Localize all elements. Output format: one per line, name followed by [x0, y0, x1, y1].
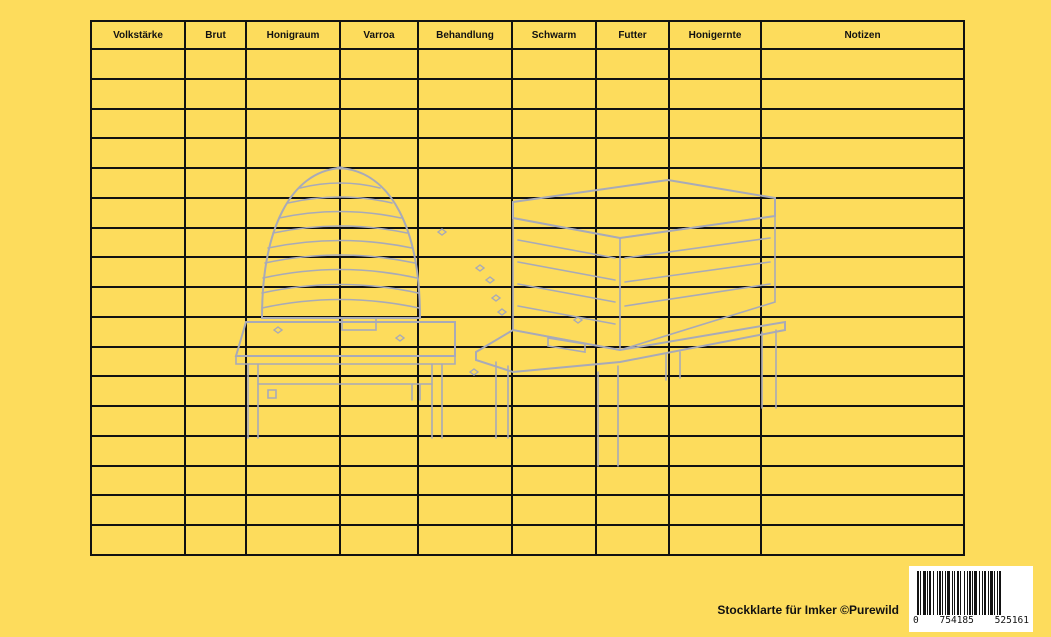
table-cell[interactable]: [761, 228, 964, 258]
table-row: [91, 406, 964, 436]
table-cell[interactable]: [761, 525, 964, 555]
table-cell[interactable]: [246, 49, 340, 79]
table-cell[interactable]: [246, 406, 340, 436]
table-cell[interactable]: [512, 317, 596, 347]
table-cell[interactable]: [596, 168, 669, 198]
table-cell[interactable]: [185, 49, 246, 79]
table-cell[interactable]: [185, 466, 246, 496]
table-cell[interactable]: [340, 406, 418, 436]
table-cell[interactable]: [91, 466, 185, 496]
table-cell[interactable]: [512, 376, 596, 406]
table-cell[interactable]: [596, 109, 669, 139]
table-cell[interactable]: [669, 228, 761, 258]
table-cell[interactable]: [418, 406, 512, 436]
table-cell[interactable]: [418, 168, 512, 198]
table-cell[interactable]: [91, 49, 185, 79]
table-cell[interactable]: [512, 525, 596, 555]
table-cell[interactable]: [340, 257, 418, 287]
table-cell[interactable]: [246, 168, 340, 198]
table-cell[interactable]: [512, 79, 596, 109]
table-cell[interactable]: [596, 198, 669, 228]
table-row: [91, 49, 964, 79]
table-cell[interactable]: [669, 376, 761, 406]
table-cell[interactable]: [761, 49, 964, 79]
table-cell[interactable]: [185, 317, 246, 347]
table-cell[interactable]: [418, 525, 512, 555]
table-cell[interactable]: [185, 347, 246, 377]
table-cell[interactable]: [340, 436, 418, 466]
table-cell[interactable]: [512, 168, 596, 198]
table-cell[interactable]: [512, 49, 596, 79]
table-cell[interactable]: [512, 495, 596, 525]
table-cell[interactable]: [91, 109, 185, 139]
table-row: [91, 317, 964, 347]
table-cell[interactable]: [596, 466, 669, 496]
table-cell[interactable]: [185, 198, 246, 228]
table-cell[interactable]: [669, 198, 761, 228]
table-cell[interactable]: [246, 79, 340, 109]
table-cell[interactable]: [761, 287, 964, 317]
table-cell[interactable]: [246, 495, 340, 525]
table-cell[interactable]: [340, 287, 418, 317]
table-cell[interactable]: [596, 257, 669, 287]
table-cell[interactable]: [418, 79, 512, 109]
table-cell[interactable]: [596, 287, 669, 317]
header-futter: Futter: [596, 21, 669, 49]
table-cell[interactable]: [246, 525, 340, 555]
table-cell[interactable]: [418, 138, 512, 168]
table-cell[interactable]: [340, 109, 418, 139]
table-cell[interactable]: [761, 198, 964, 228]
table-cell[interactable]: [418, 495, 512, 525]
header-row: [91, 21, 964, 49]
table-cell[interactable]: [512, 466, 596, 496]
table-body: [91, 49, 964, 555]
table-cell[interactable]: [761, 317, 964, 347]
table-cell[interactable]: [761, 257, 964, 287]
header-behandlung: Behandlung: [418, 21, 512, 49]
table-cell[interactable]: [512, 436, 596, 466]
header-schwarm: Schwarm: [512, 21, 596, 49]
table-cell[interactable]: [761, 376, 964, 406]
table-cell[interactable]: [91, 317, 185, 347]
table-cell[interactable]: [340, 525, 418, 555]
header-volkstaerke: Volkstärke: [91, 21, 185, 49]
header-honigraum: Honigraum: [246, 21, 340, 49]
header-brut: Brut: [185, 21, 246, 49]
table-cell[interactable]: [91, 287, 185, 317]
table-cell[interactable]: [512, 406, 596, 436]
table-cell[interactable]: [91, 376, 185, 406]
table-cell[interactable]: [669, 525, 761, 555]
table-cell[interactable]: [340, 198, 418, 228]
table-cell[interactable]: [418, 198, 512, 228]
table-cell[interactable]: [596, 228, 669, 258]
table-cell[interactable]: [596, 495, 669, 525]
table-cell[interactable]: [669, 79, 761, 109]
table-cell[interactable]: [185, 495, 246, 525]
table-cell[interactable]: [418, 466, 512, 496]
table-cell[interactable]: [246, 347, 340, 377]
table-cell[interactable]: [761, 109, 964, 139]
table-cell[interactable]: [246, 138, 340, 168]
table-cell[interactable]: [185, 168, 246, 198]
table-cell[interactable]: [418, 109, 512, 139]
table-row: [91, 168, 964, 198]
table-cell[interactable]: [418, 376, 512, 406]
table-cell[interactable]: [185, 525, 246, 555]
table-row: [91, 466, 964, 496]
table-cell[interactable]: [418, 257, 512, 287]
table-cell[interactable]: [185, 287, 246, 317]
table-cell[interactable]: [340, 138, 418, 168]
table-cell[interactable]: [761, 406, 964, 436]
table-cell[interactable]: [91, 347, 185, 377]
table-cell[interactable]: [669, 466, 761, 496]
table-cell[interactable]: [418, 347, 512, 377]
table-cell[interactable]: [418, 49, 512, 79]
table-cell[interactable]: [761, 168, 964, 198]
table-cell[interactable]: [340, 49, 418, 79]
table-cell[interactable]: [246, 376, 340, 406]
table-cell[interactable]: [596, 525, 669, 555]
table-cell[interactable]: [669, 317, 761, 347]
table-cell[interactable]: [512, 287, 596, 317]
table-cell[interactable]: [418, 436, 512, 466]
table-cell[interactable]: [761, 138, 964, 168]
table-cell[interactable]: [91, 228, 185, 258]
table-cell[interactable]: [91, 198, 185, 228]
table-cell[interactable]: [340, 228, 418, 258]
table-cell[interactable]: [512, 198, 596, 228]
header-honigernte: Honigernte: [669, 21, 761, 49]
table-cell[interactable]: [512, 109, 596, 139]
table-cell[interactable]: [512, 257, 596, 287]
header-varroa: Varroa: [340, 21, 418, 49]
table-cell[interactable]: [761, 347, 964, 377]
table-cell[interactable]: [185, 138, 246, 168]
table-cell[interactable]: [669, 436, 761, 466]
table-cell[interactable]: [669, 495, 761, 525]
table-cell[interactable]: [185, 109, 246, 139]
barcode-digits-left: 754185: [939, 615, 974, 626]
table-cell[interactable]: [669, 109, 761, 139]
table-cell[interactable]: [596, 376, 669, 406]
table-cell[interactable]: [761, 495, 964, 525]
header-notizen: Notizen: [761, 21, 964, 49]
table-cell[interactable]: [596, 347, 669, 377]
table-cell[interactable]: [340, 79, 418, 109]
table-cell[interactable]: [91, 138, 185, 168]
table-cell[interactable]: [91, 436, 185, 466]
table-cell[interactable]: [246, 436, 340, 466]
table-cell[interactable]: [185, 257, 246, 287]
table-cell[interactable]: [340, 466, 418, 496]
table-row: [91, 109, 964, 139]
table-cell[interactable]: [596, 49, 669, 79]
table-row: [91, 495, 964, 525]
table-cell[interactable]: [596, 406, 669, 436]
table-cell[interactable]: [91, 79, 185, 109]
table-cell[interactable]: [669, 168, 761, 198]
table-row: [91, 198, 964, 228]
table-row: [91, 347, 964, 377]
table-cell[interactable]: [418, 287, 512, 317]
table-cell[interactable]: [761, 436, 964, 466]
table-cell[interactable]: [340, 495, 418, 525]
table-cell[interactable]: [246, 466, 340, 496]
table-cell[interactable]: [340, 317, 418, 347]
table-cell[interactable]: [91, 525, 185, 555]
table-cell[interactable]: [91, 495, 185, 525]
table-cell[interactable]: [91, 168, 185, 198]
table-cell[interactable]: [761, 466, 964, 496]
table-cell[interactable]: [669, 138, 761, 168]
table-cell[interactable]: [669, 287, 761, 317]
table-row: [91, 138, 964, 168]
barcode: [909, 566, 1033, 632]
table-cell[interactable]: [512, 228, 596, 258]
table-cell[interactable]: [246, 257, 340, 287]
table-row: [91, 376, 964, 406]
table-cell[interactable]: [340, 168, 418, 198]
table-cell[interactable]: [418, 317, 512, 347]
table-cell[interactable]: [669, 49, 761, 79]
stock-card-table: [90, 20, 965, 556]
table-cell[interactable]: [761, 79, 964, 109]
table-cell[interactable]: [185, 406, 246, 436]
table-row: [91, 436, 964, 466]
table-cell[interactable]: [185, 79, 246, 109]
barcode-digits-right: 525161: [994, 615, 1029, 626]
table-cell[interactable]: [596, 79, 669, 109]
table-cell[interactable]: [512, 347, 596, 377]
table-cell[interactable]: [340, 376, 418, 406]
table-cell[interactable]: [246, 287, 340, 317]
table-cell[interactable]: [669, 347, 761, 377]
table-cell[interactable]: [91, 406, 185, 436]
table-row: [91, 79, 964, 109]
table-row: [91, 257, 964, 287]
barcode-digit-lead: 0: [913, 615, 919, 626]
table-cell[interactable]: [246, 198, 340, 228]
table-row: [91, 287, 964, 317]
table-cell[interactable]: [185, 228, 246, 258]
table-cell[interactable]: [185, 436, 246, 466]
table-row: [91, 228, 964, 258]
barcode-bars-icon: [917, 571, 1025, 615]
table-cell[interactable]: [596, 138, 669, 168]
table-cell[interactable]: [596, 436, 669, 466]
table-cell[interactable]: [246, 317, 340, 347]
table-cell[interactable]: [418, 228, 512, 258]
table-cell[interactable]: [669, 257, 761, 287]
table-cell[interactable]: [596, 317, 669, 347]
table-row: [91, 525, 964, 555]
table-cell[interactable]: [246, 228, 340, 258]
table-cell[interactable]: [246, 109, 340, 139]
table-cell[interactable]: [185, 376, 246, 406]
table-cell[interactable]: [340, 347, 418, 377]
table-cell[interactable]: [512, 138, 596, 168]
table-cell[interactable]: [669, 406, 761, 436]
footer-label: Stockklarte für Imker ©Purewild: [717, 603, 899, 617]
table-cell[interactable]: [91, 257, 185, 287]
